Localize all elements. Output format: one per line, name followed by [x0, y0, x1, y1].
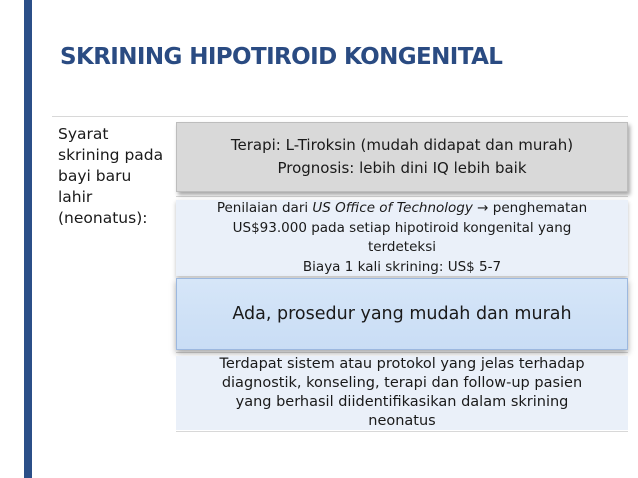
requirement-box-cost [176, 200, 628, 276]
cost-line-2: US$93.000 pada setiap hipotiroid kongenital yang [232, 219, 572, 236]
procedure-text: Ada, prosedur yang mudah dan murah [232, 304, 572, 324]
prognosis-line: Prognosis: lebih dini IQ lebih baik [277, 159, 527, 177]
protocol-line-3: yang berhasil diidentifikasikan dalam skrining [235, 394, 569, 410]
divider-bottom [176, 431, 628, 432]
protocol-line-2: diagnostik, konseling, terapi dan follow-up pasien [221, 375, 583, 391]
requirement-box-therapy [176, 122, 628, 192]
slide-title: SKRINING HIPOTIROID KONGENITAL [60, 44, 503, 70]
side-label: Syarat skrining pada bayi baru lahir (neonatus): [58, 125, 164, 227]
cost-line-4: Biaya 1 kali skrining: US$ 5-7 [302, 258, 502, 275]
therapy-line: Terapi: L-Tiroksin (mudah didapat dan murah) [230, 136, 574, 154]
divider-1 [176, 196, 628, 197]
divider-2 [176, 352, 628, 353]
left-accent-bar [24, 0, 32, 478]
divider-top [52, 116, 628, 117]
cost-source: US Office of Technology [312, 200, 473, 216]
cost-line-1 [217, 199, 587, 219]
requirement-box-procedure [176, 278, 628, 350]
arrow-right-icon: → [472, 200, 493, 216]
protocol-line-4: neonatus [368, 413, 436, 429]
protocol-line-1: Terdapat sistem atau protokol yang jelas terhadap [219, 356, 585, 372]
cost-line-3: terdeteksi [368, 239, 436, 255]
requirement-box-protocol [176, 356, 628, 430]
cost-prefix: Penilaian dari [216, 200, 313, 216]
cost-suffix: penghematan [492, 200, 588, 216]
